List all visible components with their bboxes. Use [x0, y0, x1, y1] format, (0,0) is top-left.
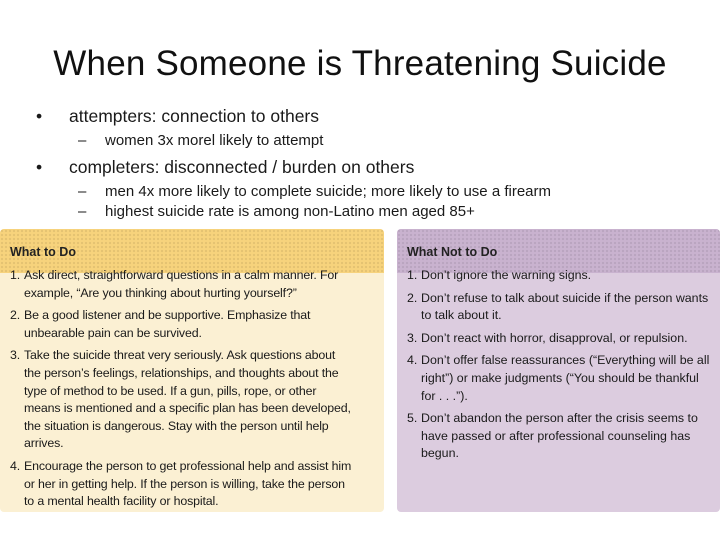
list-item	[10, 458, 355, 511]
item-number: 4.	[10, 458, 21, 473]
bullet-marker: •	[36, 106, 43, 126]
item-number: 2.	[10, 308, 21, 323]
bullet-text: attempters: connection to others	[69, 106, 319, 126]
item-text: Be a good listener and be supportive. Emphasize that unbearable pain can be survived.	[24, 308, 311, 340]
item-number: 3.	[407, 330, 418, 345]
list-item	[407, 330, 712, 348]
sub-bullet-marker: –	[78, 132, 87, 149]
what-not-to-do-panel	[397, 229, 720, 512]
item-text: Take the suicide threat very seriously. Ask questions about the person’s feelings, relationships, and thoughts about the type of method to be used. If a gun, pills, rope, or other means is mentioned and a specific plan has been developed, the situation is dangerous. Stay with the person until help arrives.	[24, 348, 351, 451]
bullet-text: completers: disconnected / burden on others	[69, 157, 415, 177]
sub-bullet-item	[78, 131, 706, 151]
what-to-do-list	[10, 267, 355, 512]
list-item	[407, 267, 712, 285]
bullet-marker: •	[36, 157, 43, 177]
list-item	[10, 347, 355, 453]
list-item	[407, 290, 712, 325]
item-number: 1.	[407, 268, 418, 282]
item-number: 5.	[407, 411, 418, 426]
what-to-do-heading: What to Do	[10, 245, 76, 259]
bullet-list	[36, 104, 706, 222]
item-number: 1.	[10, 268, 21, 282]
item-text: Don’t react with horror, disapproval, or repulsion.	[421, 330, 688, 345]
sub-bullet-marker: –	[78, 183, 87, 200]
item-text: Don’t ignore the warning signs.	[421, 268, 592, 282]
slide-title: When Someone is Threatening Suicide	[53, 44, 667, 83]
what-to-do-panel	[0, 229, 384, 512]
sub-bullet-marker: –	[78, 203, 87, 220]
bullet-item	[36, 155, 706, 179]
sub-bullet-item	[78, 182, 706, 202]
list-item	[10, 307, 355, 342]
item-text: Don’t abandon the person after the crisis seems to have passed or after professional counseling has begun.	[421, 411, 698, 461]
item-text: Don’t offer false reassurances (“Everything will be all right”) or make judgments (“You should be thankful for . . .”).	[421, 353, 710, 403]
item-number: 2.	[407, 290, 418, 305]
list-item	[407, 410, 712, 463]
sub-bullet-text: men 4x more likely to complete suicide; more likely to use a firearm	[105, 183, 552, 200]
item-text: Encourage the person to get professional help and assist him or her in getting help. If the person is willing, take the person to a mental health facility or hospital.	[24, 458, 352, 509]
what-not-to-do-heading: What Not to Do	[407, 245, 498, 259]
item-text: Don’t refuse to talk about suicide if the person wants to talk about it.	[421, 290, 709, 323]
sub-bullet-item	[78, 202, 706, 222]
item-number: 3.	[10, 348, 21, 363]
list-item	[407, 352, 712, 405]
what-not-to-do-list	[407, 267, 712, 468]
item-text: Ask direct, straightforward questions in a calm manner. For example, “Are you thinking about hurting yourself?”	[24, 268, 339, 300]
bullet-item	[36, 104, 706, 128]
list-item	[10, 267, 355, 302]
item-number: 4.	[407, 353, 418, 368]
sub-bullet-text: highest suicide rate is among non-Latino men aged 85+	[105, 203, 475, 220]
sub-bullet-text: women 3x morel likely to attempt	[105, 132, 324, 149]
